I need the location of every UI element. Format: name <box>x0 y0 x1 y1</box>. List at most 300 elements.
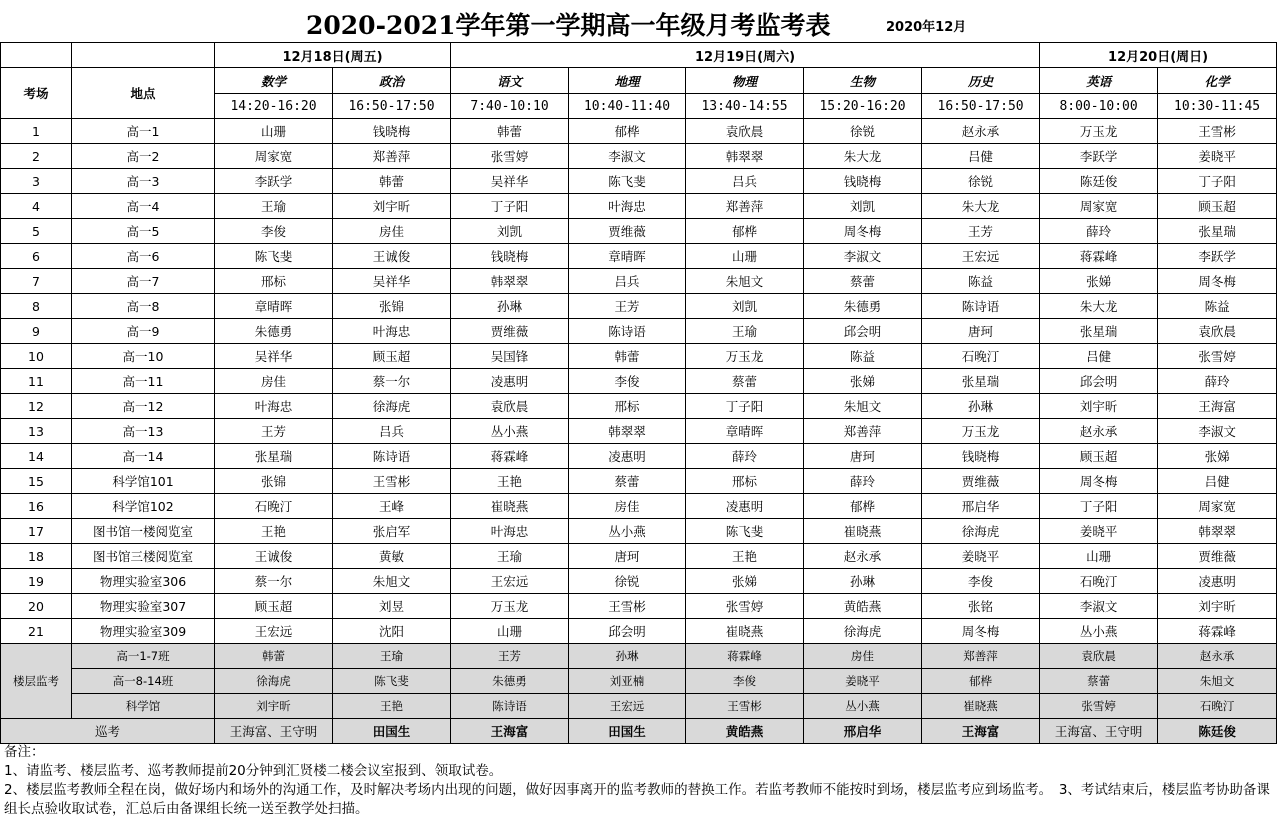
proctor-cell: 张启军 <box>333 519 451 544</box>
proctor-cell: 山珊 <box>215 119 333 144</box>
floor-proctor-cell: 陈诗语 <box>451 694 569 719</box>
proctor-cell: 钱晓梅 <box>804 169 922 194</box>
floor-proctor-cell: 崔晓燕 <box>922 694 1040 719</box>
floor-proctor-cell: 王瑜 <box>333 644 451 669</box>
proctor-cell: 吴祥华 <box>451 169 569 194</box>
time-header: 7:40-10:10 <box>451 94 569 119</box>
proctor-cell: 张雪婷 <box>686 594 804 619</box>
proctor-cell: 蔡一尔 <box>333 369 451 394</box>
proctor-cell: 崔晓燕 <box>686 619 804 644</box>
subject-header: 语文 <box>451 68 569 94</box>
room-location: 高一7 <box>72 269 215 294</box>
proctor-cell: 邢启华 <box>922 494 1040 519</box>
proctor-cell: 郑善萍 <box>804 419 922 444</box>
time-header: 16:50-17:50 <box>333 94 451 119</box>
proctor-cell: 刘宇昕 <box>333 194 451 219</box>
proctor-cell: 叶海忠 <box>451 519 569 544</box>
proctor-cell: 王瑜 <box>451 544 569 569</box>
patrol-cell: 黄皓燕 <box>686 719 804 744</box>
proctor-cell: 孙琳 <box>922 394 1040 419</box>
floor-proctor-cell: 刘宇昕 <box>215 694 333 719</box>
proctor-cell: 丛小燕 <box>569 519 686 544</box>
proctor-cell: 徐锐 <box>804 119 922 144</box>
patrol-row <box>1 719 1277 744</box>
proctor-cell: 凌惠明 <box>686 494 804 519</box>
proctor-cell: 贾维薇 <box>1158 544 1277 569</box>
room-location: 高一6 <box>72 244 215 269</box>
table-row <box>1 344 1277 369</box>
floor-area: 高一8-14班 <box>72 669 215 694</box>
floor-proctor-cell: 陈飞斐 <box>333 669 451 694</box>
room-location: 高一9 <box>72 319 215 344</box>
proctor-cell: 王雪彬 <box>569 594 686 619</box>
proctor-cell: 刘凯 <box>686 294 804 319</box>
table-row <box>1 369 1277 394</box>
proctor-cell: 刘凯 <box>451 219 569 244</box>
proctor-cell: 袁欣晨 <box>1158 319 1277 344</box>
proctor-cell: 薛玲 <box>1040 219 1158 244</box>
proctor-cell: 张娣 <box>804 369 922 394</box>
proctor-cell: 凌惠明 <box>451 369 569 394</box>
proctor-cell: 贾维薇 <box>569 219 686 244</box>
date-note: 2020年12月 <box>886 20 967 35</box>
proctor-cell: 山珊 <box>451 619 569 644</box>
floor-proctor-cell: 蒋霖峰 <box>686 644 804 669</box>
room-location: 高一8 <box>72 294 215 319</box>
proctor-cell: 张娣 <box>686 569 804 594</box>
table-row <box>1 319 1277 344</box>
proctor-cell: 王艳 <box>686 544 804 569</box>
floor-proctor-cell: 孙琳 <box>569 644 686 669</box>
patrol-cell: 田国生 <box>333 719 451 744</box>
floor-proctor-cell: 郁桦 <box>922 669 1040 694</box>
notes-line-2: 2、楼层监考教师全程在岗，做好场内和场外的沟通工作，及时解决考场内出现的问题，做好因事离开的监考教师的替换工作。若监考教师不能按时到场，楼层监考应到场监考。 3、考试结束后，楼层监考协助备课组长点验收取试卷，汇总后由备课组长统一送至教学处扫描。 <box>4 782 1270 817</box>
time-header: 13:40-14:55 <box>686 94 804 119</box>
patrol-cell: 田国生 <box>569 719 686 744</box>
subject-header: 英语 <box>1040 68 1158 94</box>
floor-proctor-cell: 郑善萍 <box>922 644 1040 669</box>
proctor-cell: 徐海虎 <box>333 394 451 419</box>
proctor-cell: 叶海忠 <box>215 394 333 419</box>
proctor-cell: 刘宇昕 <box>1158 594 1277 619</box>
floor-proctor-cell: 袁欣晨 <box>1040 644 1158 669</box>
proctor-cell: 李跃学 <box>1040 144 1158 169</box>
proctor-cell: 蔡蕾 <box>569 469 686 494</box>
proctor-cell: 袁欣晨 <box>451 394 569 419</box>
notes-heading: 备注： <box>4 744 45 760</box>
proctor-cell: 朱德勇 <box>215 319 333 344</box>
room-location: 物理实验室309 <box>72 619 215 644</box>
patrol-cell: 王海富、王守明 <box>1040 719 1158 744</box>
proctor-cell: 赵永承 <box>922 119 1040 144</box>
proctor-cell: 唐珂 <box>922 319 1040 344</box>
subject-header: 历史 <box>922 68 1040 94</box>
table-row <box>1 419 1277 444</box>
proctor-cell: 蔡蕾 <box>686 369 804 394</box>
proctor-cell: 吕兵 <box>569 269 686 294</box>
proctor-cell: 黄皓燕 <box>804 594 922 619</box>
room-number: 1 <box>1 119 72 144</box>
proctor-cell: 王瑜 <box>215 194 333 219</box>
proctor-cell: 徐锐 <box>569 569 686 594</box>
proctor-cell: 石晚汀 <box>1040 569 1158 594</box>
proctor-cell: 邢标 <box>215 269 333 294</box>
proctor-cell: 张雪婷 <box>451 144 569 169</box>
proctor-cell: 邢标 <box>569 394 686 419</box>
time-header: 14:20-16:20 <box>215 94 333 119</box>
proctor-cell: 贾维薇 <box>922 469 1040 494</box>
blank-cell <box>72 43 215 68</box>
proctor-cell: 李俊 <box>922 569 1040 594</box>
proctor-cell: 赵永承 <box>804 544 922 569</box>
proctor-cell: 黄敏 <box>333 544 451 569</box>
table-row <box>1 169 1277 194</box>
blank-cell <box>1 43 72 68</box>
floor-proctor-cell: 王芳 <box>451 644 569 669</box>
room-location: 高一4 <box>72 194 215 219</box>
floor-proctor-cell: 房佳 <box>804 644 922 669</box>
proctor-cell: 韩翠翠 <box>451 269 569 294</box>
floor-proctor-row <box>1 644 1277 669</box>
proctor-cell: 丛小燕 <box>1040 619 1158 644</box>
proctor-cell: 姜晓平 <box>922 544 1040 569</box>
proctor-cell: 蒋霖峰 <box>1158 619 1277 644</box>
floor-proctor-cell: 张雪婷 <box>1040 694 1158 719</box>
patrol-cell: 邢启华 <box>804 719 922 744</box>
floor-proctor-cell: 王宏远 <box>569 694 686 719</box>
room-location: 高一1 <box>72 119 215 144</box>
proctor-cell: 陈廷俊 <box>1040 169 1158 194</box>
proctor-cell: 陈益 <box>1158 294 1277 319</box>
subject-header: 地理 <box>569 68 686 94</box>
proctor-cell: 周家宽 <box>215 144 333 169</box>
proctor-cell: 刘凯 <box>804 194 922 219</box>
proctor-cell: 周家宽 <box>1158 494 1277 519</box>
room-number: 19 <box>1 569 72 594</box>
room-number: 10 <box>1 344 72 369</box>
proctor-cell: 郁桦 <box>686 219 804 244</box>
proctor-cell: 吕兵 <box>686 169 804 194</box>
patrol-cell: 王海富 <box>451 719 569 744</box>
proctor-cell: 唐珂 <box>569 544 686 569</box>
proctor-cell: 丁子阳 <box>1040 494 1158 519</box>
subject-header: 生物 <box>804 68 922 94</box>
proctor-cell: 王宏远 <box>215 619 333 644</box>
table-row <box>1 219 1277 244</box>
floor-proctor-cell: 李俊 <box>686 669 804 694</box>
floor-proctor-cell: 韩蕾 <box>215 644 333 669</box>
proctor-cell: 李淑文 <box>804 244 922 269</box>
room-number: 21 <box>1 619 72 644</box>
proctor-cell: 薛玲 <box>686 444 804 469</box>
table-row <box>1 144 1277 169</box>
proctor-cell: 王雪彬 <box>333 469 451 494</box>
floor-proctor-cell: 王艳 <box>333 694 451 719</box>
proctor-cell: 张锦 <box>215 469 333 494</box>
proctor-cell: 朱大龙 <box>922 194 1040 219</box>
proctor-cell: 郁桦 <box>804 494 922 519</box>
proctor-cell: 万玉龙 <box>451 594 569 619</box>
room-number: 18 <box>1 544 72 569</box>
floor-proctor-cell: 刘亚楠 <box>569 669 686 694</box>
table-row <box>1 394 1277 419</box>
room-number: 4 <box>1 194 72 219</box>
time-header: 15:20-16:20 <box>804 94 922 119</box>
proctor-cell: 吕健 <box>922 144 1040 169</box>
table-row <box>1 619 1277 644</box>
floor-proctor-cell: 石晚汀 <box>1158 694 1277 719</box>
proctor-cell: 凌惠明 <box>569 444 686 469</box>
room-number: 15 <box>1 469 72 494</box>
room-location: 高一13 <box>72 419 215 444</box>
proctor-cell: 唐珂 <box>804 444 922 469</box>
time-header: 10:30-11:45 <box>1158 94 1277 119</box>
proctor-cell: 丛小燕 <box>451 419 569 444</box>
proctor-cell: 王海富 <box>1158 394 1277 419</box>
title-bar <box>0 0 1277 42</box>
room-location: 物理实验室306 <box>72 569 215 594</box>
table-row <box>1 294 1277 319</box>
proctor-cell: 郑善萍 <box>333 144 451 169</box>
proctor-cell: 李跃学 <box>215 169 333 194</box>
proctor-cell: 张锦 <box>333 294 451 319</box>
room-number: 5 <box>1 219 72 244</box>
proctor-cell: 张星瑞 <box>922 369 1040 394</box>
day-header: 12月20日(周日) <box>1040 43 1277 68</box>
proctor-cell: 李俊 <box>569 369 686 394</box>
proctor-cell: 朱旭文 <box>333 569 451 594</box>
floor-proctor-label: 楼层监考 <box>1 644 72 719</box>
proctor-cell: 朱旭文 <box>686 269 804 294</box>
patrol-cell: 陈廷俊 <box>1158 719 1277 744</box>
proctor-cell: 陈飞斐 <box>569 169 686 194</box>
proctor-cell: 万玉龙 <box>686 344 804 369</box>
room-location: 高一10 <box>72 344 215 369</box>
proctor-cell: 蔡蕾 <box>804 269 922 294</box>
proctor-cell: 邱会明 <box>1040 369 1158 394</box>
proctor-cell: 徐海虎 <box>922 519 1040 544</box>
proctor-cell: 王芳 <box>215 419 333 444</box>
room-number: 2 <box>1 144 72 169</box>
proctor-cell: 王宏远 <box>451 569 569 594</box>
floor-proctor-row <box>1 669 1277 694</box>
proctor-cell: 张铭 <box>922 594 1040 619</box>
proctor-cell: 薛玲 <box>804 469 922 494</box>
proctor-cell: 张娣 <box>1158 444 1277 469</box>
proctor-cell: 张星瑞 <box>1040 319 1158 344</box>
proctor-cell: 张星瑞 <box>1158 219 1277 244</box>
proctor-cell: 孙琳 <box>451 294 569 319</box>
proctor-cell: 陈益 <box>922 269 1040 294</box>
room-location: 图书馆一楼阅览室 <box>72 519 215 544</box>
room-number: 20 <box>1 594 72 619</box>
subject-header: 数学 <box>215 68 333 94</box>
proctor-cell: 钱晓梅 <box>922 444 1040 469</box>
proctor-cell: 崔晓燕 <box>451 494 569 519</box>
proctor-cell: 吴祥华 <box>333 269 451 294</box>
room-number: 3 <box>1 169 72 194</box>
room-number: 17 <box>1 519 72 544</box>
proctor-cell: 刘昱 <box>333 594 451 619</box>
table-row <box>1 544 1277 569</box>
proctor-cell: 周冬梅 <box>1040 469 1158 494</box>
proctor-cell: 章晴晖 <box>686 419 804 444</box>
proctor-cell: 吴国锋 <box>451 344 569 369</box>
proctor-cell: 徐海虎 <box>804 619 922 644</box>
table-row <box>1 119 1277 144</box>
proctor-cell: 朱大龙 <box>804 144 922 169</box>
proctor-cell: 王宏远 <box>922 244 1040 269</box>
proctor-cell: 叶海忠 <box>569 194 686 219</box>
room-number: 9 <box>1 319 72 344</box>
floor-proctor-cell: 朱德勇 <box>451 669 569 694</box>
proctor-cell: 万玉龙 <box>1040 119 1158 144</box>
proctor-cell: 王雪彬 <box>1158 119 1277 144</box>
proctor-cell: 陈益 <box>804 344 922 369</box>
room-location: 科学馆102 <box>72 494 215 519</box>
proctor-cell: 张雪婷 <box>1158 344 1277 369</box>
proctor-cell: 顾玉超 <box>333 344 451 369</box>
proctor-cell: 李淑文 <box>1158 419 1277 444</box>
day-header: 12月19日(周六) <box>451 43 1040 68</box>
notes-section <box>4 743 1274 819</box>
day-header: 12月18日(周五) <box>215 43 451 68</box>
room-number: 14 <box>1 444 72 469</box>
table-row <box>1 569 1277 594</box>
proctor-cell: 邱会明 <box>569 619 686 644</box>
floor-proctor-row <box>1 694 1277 719</box>
proctor-cell: 李跃学 <box>1158 244 1277 269</box>
proctor-cell: 周冬梅 <box>1158 269 1277 294</box>
proctor-cell: 吕健 <box>1040 344 1158 369</box>
room-location: 高一3 <box>72 169 215 194</box>
floor-proctor-cell: 徐海虎 <box>215 669 333 694</box>
proctor-cell: 丁子阳 <box>451 194 569 219</box>
proctor-cell: 韩翠翠 <box>569 419 686 444</box>
proctor-cell: 李淑文 <box>1040 594 1158 619</box>
proctor-cell: 周冬梅 <box>804 219 922 244</box>
proctor-cell: 万玉龙 <box>922 419 1040 444</box>
table-row <box>1 519 1277 544</box>
proctor-cell: 蔡一尔 <box>215 569 333 594</box>
proctor-cell: 朱旭文 <box>804 394 922 419</box>
proctor-cell: 顾玉超 <box>1040 444 1158 469</box>
proctor-cell: 姜晓平 <box>1040 519 1158 544</box>
room-number: 7 <box>1 269 72 294</box>
patrol-cell: 王海富、王守明 <box>215 719 333 744</box>
notes-line-1: 1、请监考、楼层监考、巡考教师提前20分钟到汇贤楼二楼会议室报到、领取试卷。 <box>4 763 503 779</box>
proctor-cell: 李淑文 <box>569 144 686 169</box>
proctor-cell: 凌惠明 <box>1158 569 1277 594</box>
patrol-label: 巡考 <box>1 719 215 744</box>
proctor-cell: 韩翠翠 <box>1158 519 1277 544</box>
proctor-cell: 王艳 <box>215 519 333 544</box>
proctor-cell: 陈诗语 <box>333 444 451 469</box>
table-row <box>1 469 1277 494</box>
floor-proctor-cell: 朱旭文 <box>1158 669 1277 694</box>
proctor-cell: 郑善萍 <box>686 194 804 219</box>
proctor-cell: 薛玲 <box>1158 369 1277 394</box>
header-days-row <box>1 43 1277 68</box>
proctor-cell: 石晚汀 <box>922 344 1040 369</box>
proctor-cell: 山珊 <box>1040 544 1158 569</box>
proctor-cell: 顾玉超 <box>215 594 333 619</box>
proctor-cell: 韩翠翠 <box>686 144 804 169</box>
proctor-cell: 房佳 <box>333 219 451 244</box>
room-location: 高一14 <box>72 444 215 469</box>
proctor-cell: 王峰 <box>333 494 451 519</box>
proctor-cell: 吕兵 <box>333 419 451 444</box>
room-number: 11 <box>1 369 72 394</box>
proctor-cell: 朱德勇 <box>804 294 922 319</box>
proctor-cell: 王艳 <box>451 469 569 494</box>
room-column-header: 考场 <box>1 68 72 119</box>
header-subjects-row <box>1 68 1277 94</box>
subject-header: 政治 <box>333 68 451 94</box>
proctor-cell: 丁子阳 <box>1158 169 1277 194</box>
proctor-cell: 陈诗语 <box>569 319 686 344</box>
proctor-cell: 刘宇昕 <box>1040 394 1158 419</box>
proctor-cell: 叶海忠 <box>333 319 451 344</box>
room-number: 8 <box>1 294 72 319</box>
proctor-cell: 赵永承 <box>1040 419 1158 444</box>
proctor-cell: 韩蕾 <box>333 169 451 194</box>
proctor-cell: 王芳 <box>569 294 686 319</box>
proctor-cell: 王芳 <box>922 219 1040 244</box>
proctor-cell: 周家宽 <box>1040 194 1158 219</box>
proctor-cell: 房佳 <box>569 494 686 519</box>
room-location: 高一11 <box>72 369 215 394</box>
patrol-cell: 王海富 <box>922 719 1040 744</box>
subject-header: 物理 <box>686 68 804 94</box>
proctor-cell: 张星瑞 <box>215 444 333 469</box>
subject-header: 化学 <box>1158 68 1277 94</box>
proctor-cell: 王诚俊 <box>215 544 333 569</box>
room-location: 科学馆101 <box>72 469 215 494</box>
table-row <box>1 194 1277 219</box>
proctor-cell: 章晴晖 <box>569 244 686 269</box>
proctor-cell: 山珊 <box>686 244 804 269</box>
proctor-cell: 王瑜 <box>686 319 804 344</box>
proctor-cell: 邱会明 <box>804 319 922 344</box>
proctor-cell: 贾维薇 <box>451 319 569 344</box>
proctor-cell: 蒋霖峰 <box>451 444 569 469</box>
proctor-cell: 吕健 <box>1158 469 1277 494</box>
table-row <box>1 444 1277 469</box>
time-header: 10:40-11:40 <box>569 94 686 119</box>
proctor-cell: 朱大龙 <box>1040 294 1158 319</box>
proctor-cell: 陈诗语 <box>922 294 1040 319</box>
table-row <box>1 269 1277 294</box>
room-location: 高一5 <box>72 219 215 244</box>
proctor-cell: 钱晓梅 <box>333 119 451 144</box>
proctor-cell: 顾玉超 <box>1158 194 1277 219</box>
floor-proctor-cell: 蔡蕾 <box>1040 669 1158 694</box>
proctor-cell: 韩蕾 <box>569 344 686 369</box>
proctor-cell: 沈阳 <box>333 619 451 644</box>
proctor-cell: 韩蕾 <box>451 119 569 144</box>
table-row <box>1 244 1277 269</box>
room-number: 16 <box>1 494 72 519</box>
proctor-schedule-table <box>0 42 1277 744</box>
proctor-cell: 章晴晖 <box>215 294 333 319</box>
proctor-cell: 吴祥华 <box>215 344 333 369</box>
proctor-cell: 崔晓燕 <box>804 519 922 544</box>
proctor-cell: 徐锐 <box>922 169 1040 194</box>
proctor-cell: 蒋霖峰 <box>1040 244 1158 269</box>
proctor-cell: 周冬梅 <box>922 619 1040 644</box>
floor-proctor-cell: 赵永承 <box>1158 644 1277 669</box>
